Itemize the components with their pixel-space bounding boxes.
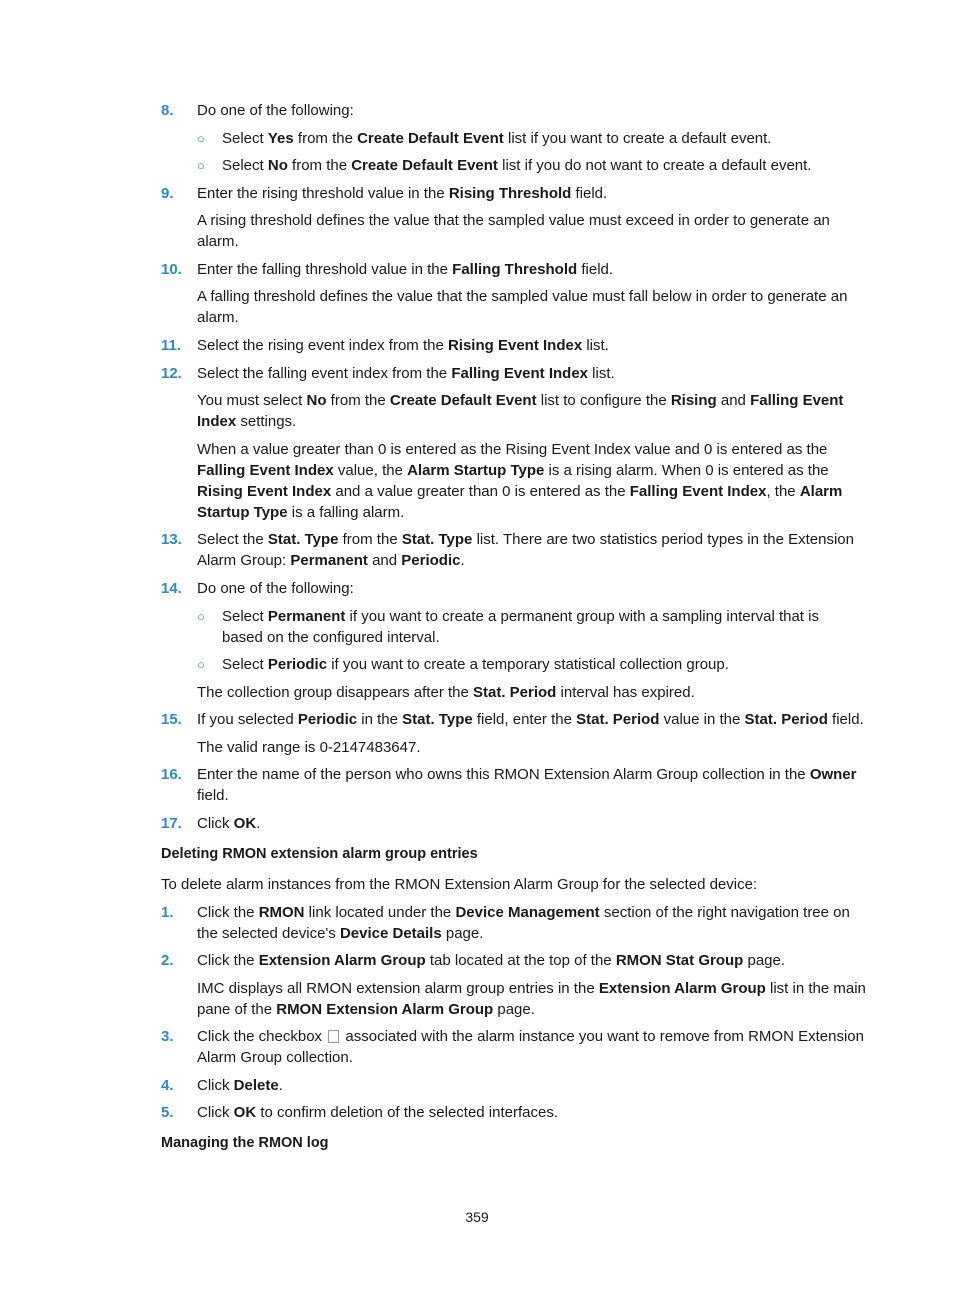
step-number: 12. [161,365,182,382]
step-note: A rising threshold defines the value that the sampled value must exceed in order to generate an alarm. [197,212,830,250]
sub-item: Select Yes from the Create Default Event list if you want to create a default event. [222,130,772,147]
step-text: Select the Stat. Type from the Stat. Type list. There are two statistics period types in the Extension Alarm Group: Permanent and Periodic. [197,531,854,569]
step-text: Enter the rising threshold value in the Rising Threshold field. [197,185,608,202]
step-text: If you selected Periodic in the Stat. Type field, enter the Stat. Period value in the Stat. Period field. [197,711,864,728]
step-text: Click the checkbox associated with the alarm instance you want to remove from RMON Extension Alarm Group collection. [197,1028,864,1066]
sub-item: Select No from the Create Default Event list if you do not want to create a default event. [222,157,812,174]
step-text: Click the Extension Alarm Group tab located at the top of the RMON Stat Group page. [197,952,786,969]
step-text: Select the rising event index from the Rising Event Index list. [197,337,609,354]
step-number: 14. [161,580,182,597]
section-heading: Managing the RMON log [161,1135,329,1151]
step-text: Enter the falling threshold value in the Falling Threshold field. [197,261,614,278]
step-number: 2. [161,952,174,969]
step-text: Click Delete. [197,1077,283,1094]
bullet-circle-icon: ○ [197,131,205,146]
page-number: 359 [465,1209,489,1225]
section-intro: To delete alarm instances from the RMON Extension Alarm Group for the selected device: [161,876,758,893]
step-note: You must select No from the Create Default Event list to configure the Rising and Falling Event Index settings. [197,392,844,430]
step-number: 5. [161,1104,174,1121]
step-note: A falling threshold defines the value that the sampled value must fall below in order to generate an alarm. [197,288,848,326]
step-number: 8. [161,102,174,119]
step-number: 9. [161,185,174,202]
step-note: When a value greater than 0 is entered as the Rising Event Index value and 0 is entered as the Falling Event Index value, the Alarm Startup Type is a rising alarm. When 0 is entered as the Rising Event Index and a value greater than 0 is entered as the Falling Event Index, the Alarm Startup Type is a falling alarm. [197,441,843,521]
step-text: Do one of the following: [197,580,354,597]
step-text: Click OK to confirm deletion of the selected interfaces. [197,1104,559,1121]
sub-item: Select Permanent if you want to create a permanent group with a sampling interval that is based on the configured interval. [222,608,819,646]
step-text: Click the RMON link located under the Device Management section of the right navigation tree on the selected device's Device Details page. [197,904,850,942]
checkbox-icon [328,1030,339,1043]
step-number: 10. [161,261,182,278]
step-number: 13. [161,531,182,548]
step-number: 1. [161,904,174,921]
bullet-circle-icon: ○ [197,609,205,624]
step-note: The collection group disappears after the Stat. Period interval has expired. [197,684,695,701]
step-text: Select the falling event index from the Falling Event Index list. [197,365,615,382]
step-number: 15. [161,711,182,728]
section-heading: Deleting RMON extension alarm group entries [161,846,478,862]
step-note: The valid range is 0-2147483647. [197,739,421,756]
step-text: Do one of the following: [197,102,354,119]
step-number: 16. [161,766,182,783]
step-number: 4. [161,1077,174,1094]
step-number: 11. [161,337,182,354]
bullet-circle-icon: ○ [197,158,205,173]
step-note: IMC displays all RMON extension alarm group entries in the Extension Alarm Group list in the main pane of the RMON Extension Alarm Group page. [197,980,866,1018]
step-text: Click OK. [197,815,261,832]
sub-item: Select Periodic if you want to create a temporary statistical collection group. [222,656,729,673]
step-number: 3. [161,1028,174,1045]
step-text: Enter the name of the person who owns this RMON Extension Alarm Group collection in the Owner field. [197,766,857,804]
step-number: 17. [161,815,182,832]
bullet-circle-icon: ○ [197,657,205,672]
